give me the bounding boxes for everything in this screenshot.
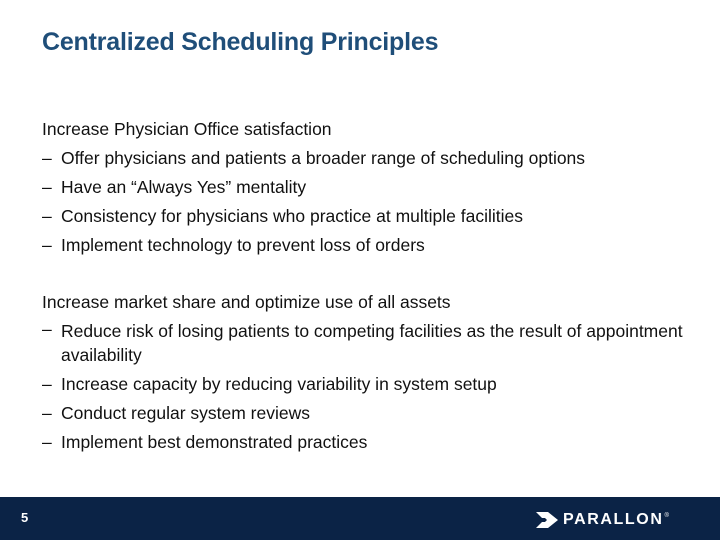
page-number: 5 — [21, 510, 29, 525]
bullet-text: Conduct regular system reviews — [61, 403, 310, 423]
dash: – — [42, 403, 52, 423]
bullet-item — [42, 231, 585, 260]
section-heading: Increase market share and optimize use of all assets — [42, 292, 451, 312]
bullet-item — [42, 428, 691, 457]
bullet-text: Implement best demonstrated practices — [61, 432, 368, 452]
dash: – — [42, 206, 52, 226]
logo-text: PARALLON — [563, 511, 664, 528]
bullet-item — [42, 173, 585, 202]
bullet-item — [42, 144, 585, 173]
bullet-text: Offer physicians and patients a broader range of scheduling options — [61, 148, 586, 168]
slide-title: Centralized Scheduling Principles — [42, 28, 439, 56]
bullet-text: Have an “Always Yes” mentality — [61, 177, 307, 197]
bullet-item — [42, 399, 691, 428]
footer-bar — [0, 497, 720, 540]
dash: – — [42, 374, 52, 394]
bullet-text: Reduce risk of losing patients to competing facilities as the result of appointment availability — [61, 321, 683, 365]
dash: – — [42, 319, 52, 339]
bullet-text: Increase capacity by reducing variability in system setup — [61, 374, 497, 394]
chevron-arrow-icon — [536, 512, 558, 528]
dash: – — [42, 177, 52, 197]
bullet-item — [42, 202, 585, 231]
section-heading: Increase Physician Office satisfaction — [42, 119, 332, 139]
registered-mark: ® — [664, 513, 669, 519]
parallon-logo — [536, 511, 669, 529]
dash: – — [42, 235, 52, 255]
dash: – — [42, 432, 52, 452]
bullet-text: Consistency for physicians who practice at multiple facilities — [61, 206, 523, 226]
section-physician-satisfaction — [42, 115, 585, 260]
bullet-item — [42, 370, 691, 399]
dash: – — [42, 148, 52, 168]
bullet-item — [42, 317, 691, 370]
section-market-share — [42, 288, 691, 457]
bullet-text: Implement technology to prevent loss of orders — [61, 235, 425, 255]
